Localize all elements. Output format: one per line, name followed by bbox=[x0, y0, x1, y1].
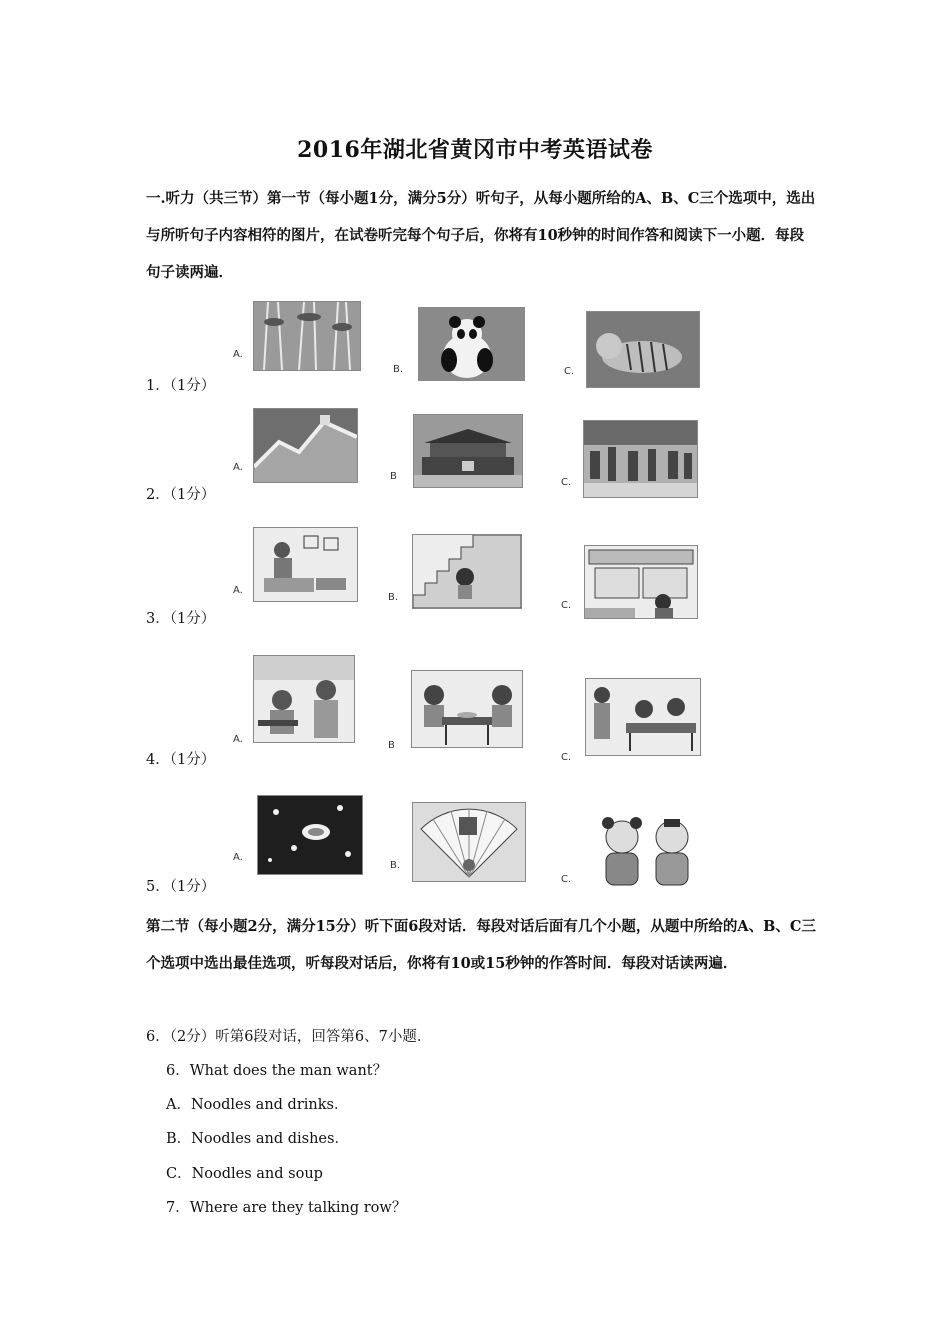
q5-option-c-label: C. bbox=[561, 874, 572, 885]
q4-option-b-label: B bbox=[388, 740, 395, 751]
q1-panda-picture[interactable] bbox=[418, 307, 525, 381]
q1-option-a-label: A. bbox=[233, 349, 243, 360]
q2-great-wall-picture[interactable] bbox=[253, 408, 358, 483]
q4-classroom-students-picture[interactable] bbox=[585, 678, 701, 756]
question-3-number: 3．（1分） bbox=[146, 611, 216, 627]
subquestion-6-option-b[interactable]: B．Noodles and dishes． bbox=[166, 1131, 349, 1147]
subquestion-6-option-a[interactable]: A．Noodles and drinks． bbox=[166, 1097, 349, 1113]
page-title: 2016年湖北省黄冈市中考英语试卷 bbox=[297, 137, 653, 163]
q2-option-b-label: B bbox=[390, 471, 397, 482]
section1-intro: 一.听力（共三节）第一节（每小题1分，满分5分）听句子，从每小题所给的A、B、C三个选项中，选出与所听句子内容相符的图片，在试卷听完每个句子后，你将有10秒钟的时间作答和阅读下一小题．每段句子读两遍． bbox=[146, 190, 816, 281]
question-1-number: 1．（1分） bbox=[146, 378, 216, 394]
q3-option-b-label: B. bbox=[388, 592, 399, 603]
subquestion-6: 6．What does the man want？ bbox=[166, 1063, 388, 1079]
q3-option-a-label: A. bbox=[233, 585, 243, 596]
q3-classroom-picture[interactable] bbox=[584, 545, 698, 619]
q1-option-b-label: B. bbox=[393, 364, 404, 375]
q2-option-c-label: C. bbox=[561, 477, 572, 488]
q4-doctor-picture[interactable] bbox=[253, 655, 355, 743]
q1-option-c-label: C. bbox=[564, 366, 575, 377]
q3-room-picture[interactable] bbox=[253, 527, 358, 602]
q4-option-c-label: C. bbox=[561, 752, 572, 763]
subquestion-6-option-c[interactable]: C．Noodles and soup bbox=[166, 1166, 323, 1182]
q2-street-picture[interactable] bbox=[583, 420, 698, 498]
question-4-number: 4．（1分） bbox=[146, 752, 216, 768]
q3-option-c-label: C. bbox=[561, 600, 572, 611]
question-6-header: 6．（2分）听第6段对话，回答第6、7小题． bbox=[146, 1029, 432, 1045]
subquestion-7: 7．Where are they talking row？ bbox=[166, 1200, 407, 1216]
q4-family-dinner-picture[interactable] bbox=[411, 670, 523, 748]
q1-bamboo-forest-picture[interactable] bbox=[253, 301, 361, 371]
q5-option-b-label: B. bbox=[390, 860, 401, 871]
q2-option-a-label: A. bbox=[233, 462, 243, 473]
q5-fan-picture[interactable] bbox=[412, 802, 526, 882]
q1-tiger-picture[interactable] bbox=[586, 311, 700, 388]
question-5-number: 5．（1分） bbox=[146, 879, 216, 895]
q4-option-a-label: A. bbox=[233, 734, 243, 745]
q5-lanterns-picture[interactable] bbox=[257, 795, 363, 875]
q2-tiananmen-picture[interactable] bbox=[413, 414, 523, 488]
section2-intro: 第二节（每小题2分，满分15分）听下面6段对话．每段对话后面有几个小题，从题中所给的A、B、C三个选项中选出最佳选项，听每段对话后，你将有10或15秒钟的作答时间．每段对话读两遍． bbox=[146, 918, 816, 972]
q3-stairs-picture[interactable] bbox=[412, 534, 522, 609]
question-2-number: 2．（1分） bbox=[146, 487, 216, 503]
q5-option-a-label: A. bbox=[233, 852, 243, 863]
q5-fuwa-dolls-picture[interactable] bbox=[594, 815, 700, 889]
